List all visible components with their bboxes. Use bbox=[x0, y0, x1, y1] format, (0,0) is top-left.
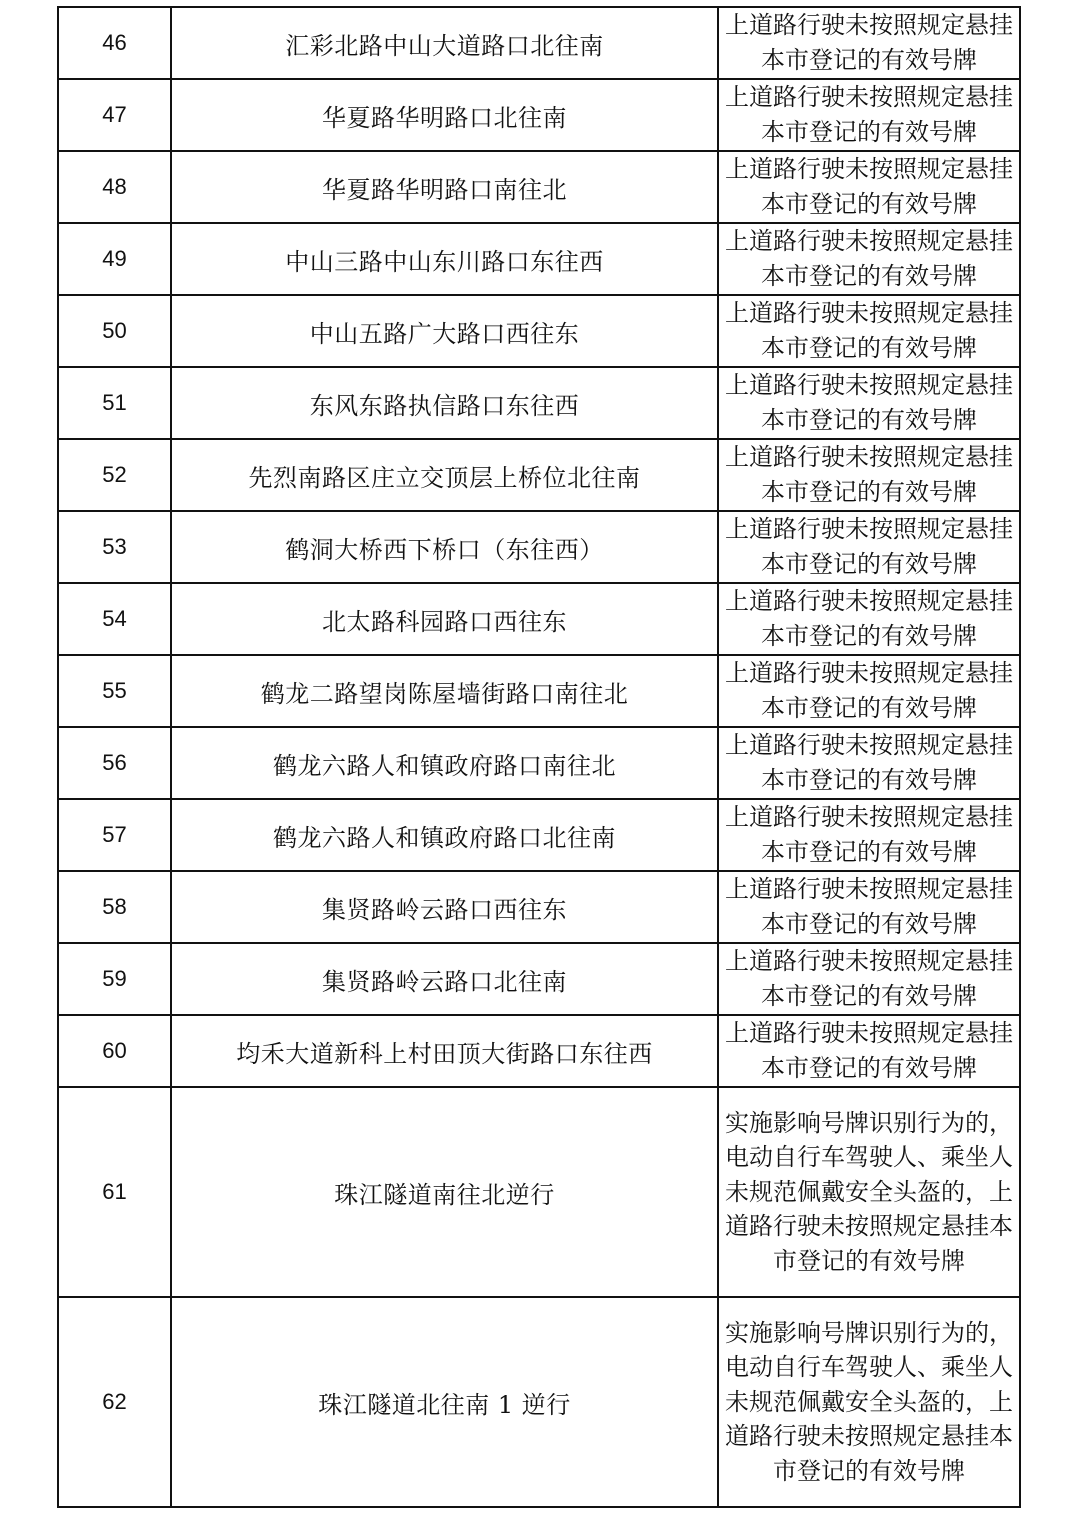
violation-cell: 上道路行驶未按照规定悬挂本市登记的有效号牌 bbox=[718, 655, 1020, 727]
table-row bbox=[58, 583, 1020, 655]
table-row bbox=[58, 367, 1020, 439]
violation-cell: 实施影响号牌识别行为的，电动自行车驾驶人、乘坐人未规范佩戴安全头盔的，上道路行驶未按照规定悬挂本市登记的有效号牌 bbox=[718, 1297, 1020, 1507]
violation-cell: 上道路行驶未按照规定悬挂本市登记的有效号牌 bbox=[718, 511, 1020, 583]
location-cell: 先烈南路区庄立交顶层上桥位北往南 bbox=[171, 439, 718, 511]
row-number: 46 bbox=[58, 7, 171, 79]
violation-cell: 上道路行驶未按照规定悬挂本市登记的有效号牌 bbox=[718, 943, 1020, 1015]
violation-cell: 上道路行驶未按照规定悬挂本市登记的有效号牌 bbox=[718, 727, 1020, 799]
location-cell: 均禾大道新科上村田顶大街路口东往西 bbox=[171, 1015, 718, 1087]
violation-cell: 上道路行驶未按照规定悬挂本市登记的有效号牌 bbox=[718, 871, 1020, 943]
row-number: 60 bbox=[58, 1015, 171, 1087]
violation-cell: 上道路行驶未按照规定悬挂本市登记的有效号牌 bbox=[718, 367, 1020, 439]
row-number: 58 bbox=[58, 871, 171, 943]
location-cell: 鹤龙二路望岗陈屋墙街路口南往北 bbox=[171, 655, 718, 727]
location-cell: 北太路科园路口西往东 bbox=[171, 583, 718, 655]
violation-cell: 上道路行驶未按照规定悬挂本市登记的有效号牌 bbox=[718, 583, 1020, 655]
row-number: 52 bbox=[58, 439, 171, 511]
violation-cell: 上道路行驶未按照规定悬挂本市登记的有效号牌 bbox=[718, 799, 1020, 871]
table-row bbox=[58, 799, 1020, 871]
location-cell: 珠江隧道南往北逆行 bbox=[171, 1087, 718, 1297]
violation-cell: 上道路行驶未按照规定悬挂本市登记的有效号牌 bbox=[718, 1015, 1020, 1087]
row-number: 55 bbox=[58, 655, 171, 727]
violation-cell: 上道路行驶未按照规定悬挂本市登记的有效号牌 bbox=[718, 79, 1020, 151]
table-row bbox=[58, 1087, 1020, 1297]
row-number: 50 bbox=[58, 295, 171, 367]
table-row bbox=[58, 511, 1020, 583]
location-cell: 集贤路岭云路口西往东 bbox=[171, 871, 718, 943]
violation-cell: 上道路行驶未按照规定悬挂本市登记的有效号牌 bbox=[718, 439, 1020, 511]
row-number: 57 bbox=[58, 799, 171, 871]
row-number: 49 bbox=[58, 223, 171, 295]
location-cell: 汇彩北路中山大道路口北往南 bbox=[171, 7, 718, 79]
table-row bbox=[58, 727, 1020, 799]
row-number: 59 bbox=[58, 943, 171, 1015]
row-number: 51 bbox=[58, 367, 171, 439]
table-row bbox=[58, 871, 1020, 943]
violation-cell: 实施影响号牌识别行为的，电动自行车驾驶人、乘坐人未规范佩戴安全头盔的，上道路行驶未按照规定悬挂本市登记的有效号牌 bbox=[718, 1087, 1020, 1297]
location-cell: 鹤洞大桥西下桥口（东往西） bbox=[171, 511, 718, 583]
table-body bbox=[58, 7, 1020, 1507]
violation-cell: 上道路行驶未按照规定悬挂本市登记的有效号牌 bbox=[718, 151, 1020, 223]
table-row bbox=[58, 1015, 1020, 1087]
location-cell: 华夏路华明路口北往南 bbox=[171, 79, 718, 151]
table-row bbox=[58, 655, 1020, 727]
location-cell: 鹤龙六路人和镇政府路口南往北 bbox=[171, 727, 718, 799]
location-cell: 集贤路岭云路口北往南 bbox=[171, 943, 718, 1015]
row-number: 56 bbox=[58, 727, 171, 799]
row-number: 62 bbox=[58, 1297, 171, 1507]
row-number: 53 bbox=[58, 511, 171, 583]
violation-cell: 上道路行驶未按照规定悬挂本市登记的有效号牌 bbox=[718, 223, 1020, 295]
location-cell: 珠江隧道北往南 1 逆行 bbox=[171, 1297, 718, 1507]
location-cell: 中山三路中山东川路口东往西 bbox=[171, 223, 718, 295]
table-row bbox=[58, 439, 1020, 511]
table-row bbox=[58, 943, 1020, 1015]
table-row bbox=[58, 223, 1020, 295]
location-cell: 东风东路执信路口东往西 bbox=[171, 367, 718, 439]
violation-cell: 上道路行驶未按照规定悬挂本市登记的有效号牌 bbox=[718, 295, 1020, 367]
row-number: 48 bbox=[58, 151, 171, 223]
table-row bbox=[58, 295, 1020, 367]
location-cell: 鹤龙六路人和镇政府路口北往南 bbox=[171, 799, 718, 871]
table-row bbox=[58, 1297, 1020, 1507]
table-row bbox=[58, 151, 1020, 223]
row-number: 54 bbox=[58, 583, 171, 655]
table-row bbox=[58, 79, 1020, 151]
row-number: 47 bbox=[58, 79, 171, 151]
violation-cell: 上道路行驶未按照规定悬挂本市登记的有效号牌 bbox=[718, 7, 1020, 79]
location-cell: 华夏路华明路口南往北 bbox=[171, 151, 718, 223]
violation-location-table bbox=[57, 6, 1021, 1508]
table-row bbox=[58, 7, 1020, 79]
row-number: 61 bbox=[58, 1087, 171, 1297]
location-cell: 中山五路广大路口西往东 bbox=[171, 295, 718, 367]
